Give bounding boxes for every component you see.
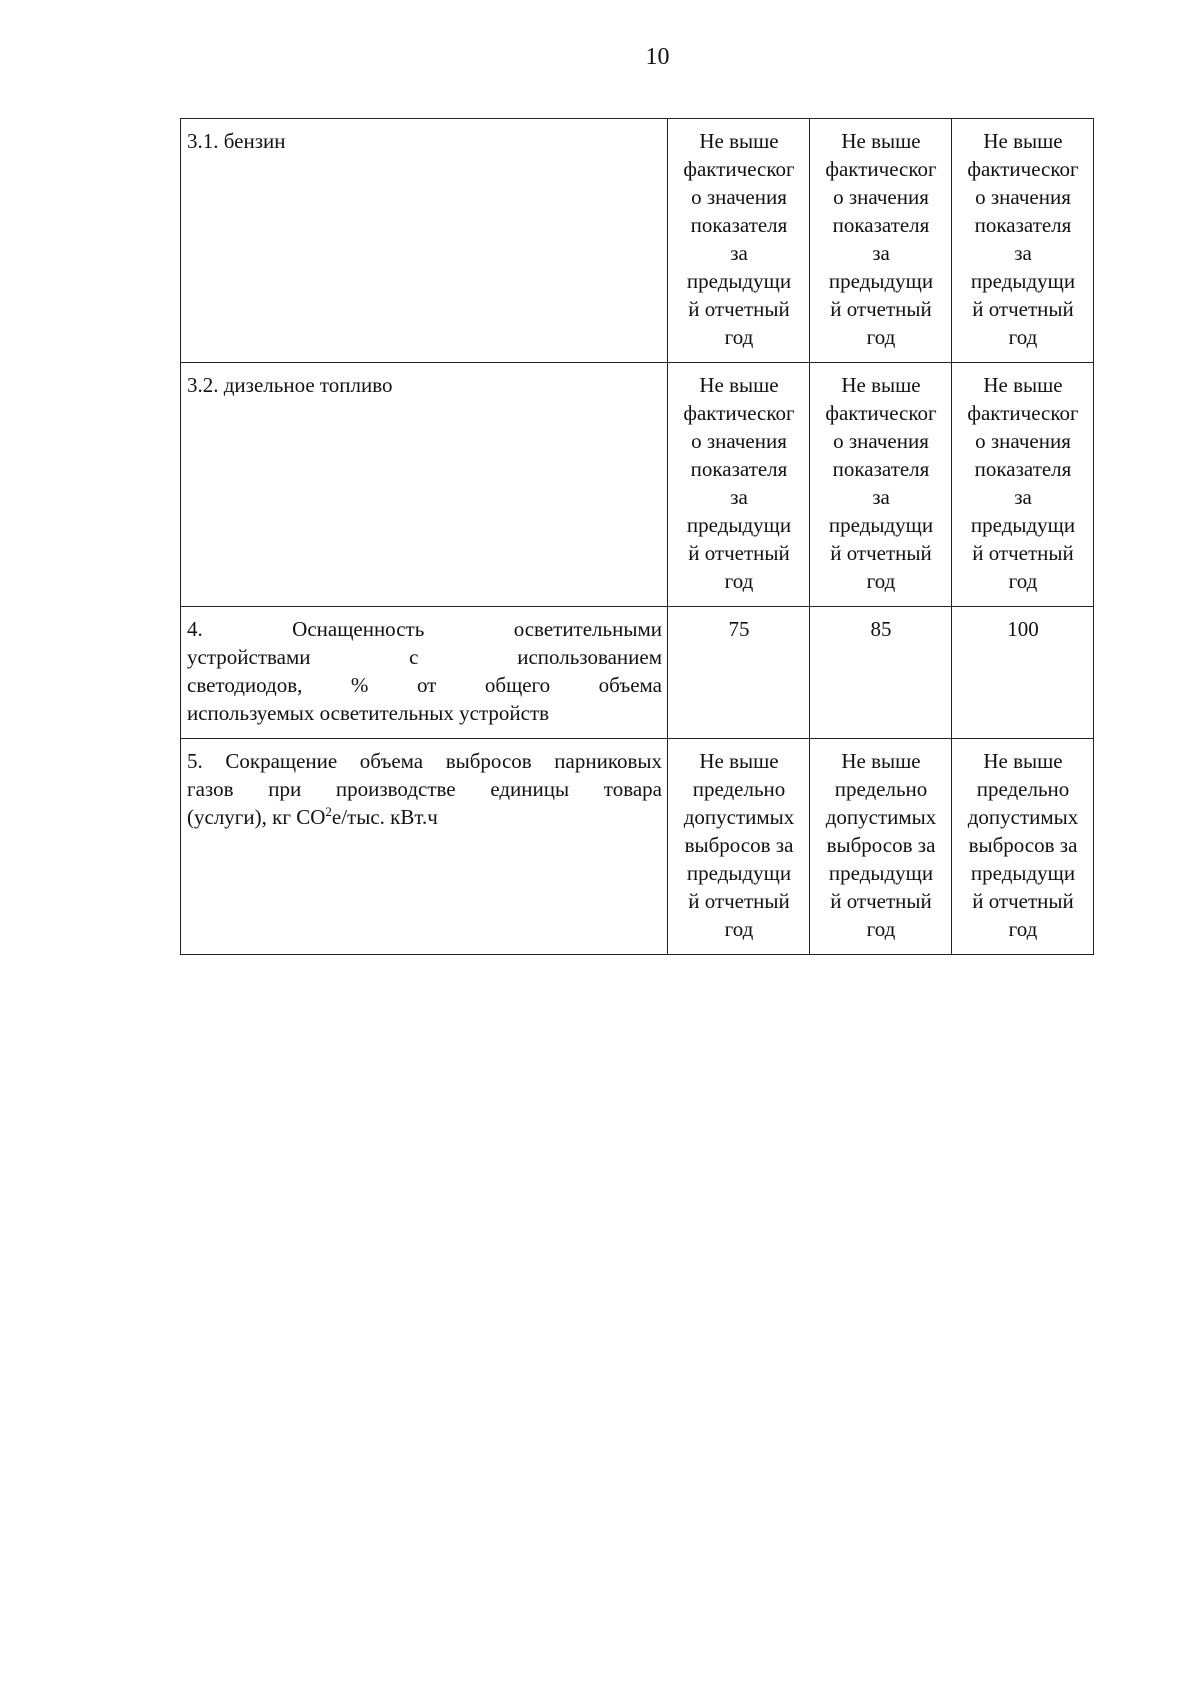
value-line: предыдущи xyxy=(970,269,1076,293)
value-line: за xyxy=(1014,485,1032,509)
value-cell xyxy=(952,119,1094,363)
value-line: о значения xyxy=(833,429,929,453)
value-line: Не выше xyxy=(699,373,779,397)
value-line: й отчетный xyxy=(688,541,790,565)
value-line: фактическог xyxy=(825,401,937,425)
value-cell xyxy=(668,607,810,739)
value-line: предельно xyxy=(976,777,1070,801)
value-line: Не выше xyxy=(841,373,921,397)
value-line: 75 xyxy=(728,617,750,641)
table-row xyxy=(181,363,1094,607)
value-line: предыдущи xyxy=(686,513,792,537)
value-line: год xyxy=(724,569,754,593)
value-line: о значения xyxy=(691,185,787,209)
table-row xyxy=(181,739,1094,955)
row-label-led-lighting xyxy=(181,607,668,739)
value-line: фактическог xyxy=(683,157,795,181)
value-line: Не выше xyxy=(699,749,779,773)
value-line: Не выше xyxy=(983,373,1063,397)
value-line: предыдущи xyxy=(686,269,792,293)
value-line: фактическог xyxy=(967,401,1079,425)
value-line: Не выше xyxy=(841,749,921,773)
value-cell xyxy=(810,607,952,739)
row-label-gasoline: 3.1. бензин xyxy=(181,119,668,363)
label-text: е/тыс. кВт.ч xyxy=(331,805,438,829)
value-line: й отчетный xyxy=(972,541,1074,565)
row-label-diesel: 3.2. дизельное топливо xyxy=(181,363,668,607)
value-cell xyxy=(668,739,810,955)
indicators-table xyxy=(180,118,1094,955)
value-line: выбросов за xyxy=(826,833,936,857)
value-line: фактическог xyxy=(825,157,937,181)
value-line: фактическог xyxy=(683,401,795,425)
label-line: газов при производстве единицы товара xyxy=(187,777,662,801)
page-number: 10 xyxy=(645,44,670,70)
value-line: показателя xyxy=(974,213,1072,237)
value-line: выбросов за xyxy=(968,833,1078,857)
value-line: предыдущи xyxy=(970,861,1076,885)
value-line: Не выше xyxy=(983,749,1063,773)
value-cell xyxy=(952,363,1094,607)
value-line: допустимых xyxy=(967,805,1079,829)
value-cell xyxy=(952,607,1094,739)
value-line: 100 xyxy=(1007,617,1039,641)
superscript: 2 xyxy=(325,804,332,819)
value-cell xyxy=(810,363,952,607)
value-line: показателя xyxy=(974,457,1072,481)
value-line: Не выше xyxy=(841,129,921,153)
value-line: показателя xyxy=(832,457,930,481)
value-line: год xyxy=(724,325,754,349)
value-line: выбросов за xyxy=(684,833,794,857)
value-line: о значения xyxy=(975,429,1071,453)
value-line: показателя xyxy=(690,457,788,481)
value-cell xyxy=(952,739,1094,955)
value-line: допустимых xyxy=(825,805,937,829)
value-line: й отчетный xyxy=(688,889,790,913)
value-line: й отчетный xyxy=(688,297,790,321)
value-line: й отчетный xyxy=(830,541,932,565)
value-line: за xyxy=(730,485,748,509)
label-line xyxy=(187,803,662,831)
value-line: год xyxy=(866,325,896,349)
value-line: фактическог xyxy=(967,157,1079,181)
label-line: светодиодов, % от общего объема xyxy=(187,673,662,697)
value-line: предельно xyxy=(692,777,786,801)
value-line: предыдущи xyxy=(970,513,1076,537)
value-line: 85 xyxy=(870,617,892,641)
value-line: Не выше xyxy=(699,129,779,153)
table-row xyxy=(181,119,1094,363)
value-line: за xyxy=(872,241,890,265)
value-line: предыдущи xyxy=(686,861,792,885)
value-line: о значения xyxy=(975,185,1071,209)
value-line: о значения xyxy=(691,429,787,453)
label-line: устройствами с использованием xyxy=(187,645,662,669)
label-text: (услуги), кг CO xyxy=(187,805,326,829)
label-line: 5. Сокращение объема выбросов парниковых xyxy=(187,749,662,773)
value-line: й отчетный xyxy=(830,889,932,913)
label-line: используемых осветительных устройств xyxy=(187,701,550,725)
value-line: предельно xyxy=(834,777,928,801)
value-line: допустимых xyxy=(683,805,795,829)
value-line: Не выше xyxy=(983,129,1063,153)
value-cell xyxy=(810,119,952,363)
value-line: за xyxy=(730,241,748,265)
value-line: й отчетный xyxy=(830,297,932,321)
row-label-emissions xyxy=(181,739,668,955)
value-line: год xyxy=(1008,569,1038,593)
value-line: предыдущи xyxy=(828,269,934,293)
value-line: год xyxy=(866,569,896,593)
value-line: показателя xyxy=(832,213,930,237)
value-line: год xyxy=(1008,325,1038,349)
value-cell xyxy=(668,363,810,607)
value-line: о значения xyxy=(833,185,929,209)
value-line: показателя xyxy=(690,213,788,237)
table-row xyxy=(181,607,1094,739)
label-line: 4. Оснащенность осветительными xyxy=(187,617,662,641)
value-line: за xyxy=(1014,241,1032,265)
value-cell xyxy=(810,739,952,955)
value-line: за xyxy=(872,485,890,509)
value-line: год xyxy=(866,917,896,941)
value-line: год xyxy=(1008,917,1038,941)
value-line: предыдущи xyxy=(828,513,934,537)
value-line: й отчетный xyxy=(972,297,1074,321)
value-line: предыдущи xyxy=(828,861,934,885)
value-cell xyxy=(668,119,810,363)
value-line: й отчетный xyxy=(972,889,1074,913)
value-line: год xyxy=(724,917,754,941)
